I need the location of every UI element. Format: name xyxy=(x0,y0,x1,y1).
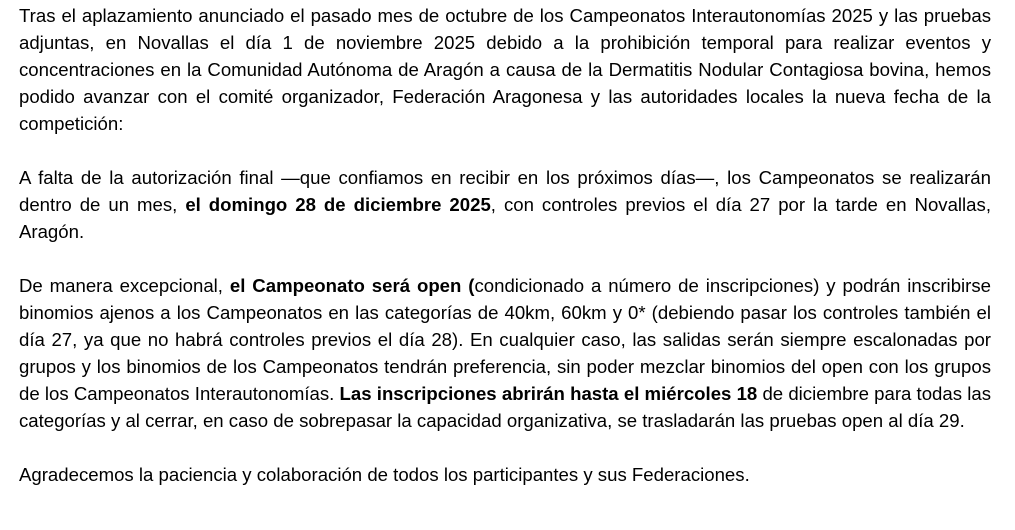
open-championship-highlight: el Campeonato será open ( xyxy=(229,275,475,296)
registration-deadline-highlight: Las inscripciones abrirán hasta el miércoles 18 xyxy=(339,383,758,404)
new-date-highlight: el domingo 28 de diciembre 2025 xyxy=(185,194,491,215)
paragraph-thanks xyxy=(19,461,991,488)
document-body xyxy=(19,2,991,488)
open-conditions-text: condicionado a número de inscripciones) y podrán inscribirse binomios ajenos a los Campeonatos en las categorías de 40km, 60km y 0* (debiendo pasar los controles también el día 27, ya que no habrá controles previos el día 28). En cualquier caso, las salidas serán siempre escalonadas por grupos y los binomios de los Campeonatos tendrán preferencia, sin poder mezclar binomios del open con los grupos de los Campeonatos Interautonomías. xyxy=(19,275,991,404)
paragraph-postponement-text: Tras el aplazamiento anunciado el pasado mes de octubre de los Campeonatos Interautonomías 2025 y las pruebas adjuntas, en Novallas el día 1 de noviembre 2025 debido a la prohibición temporal para realizar eventos y concentraciones en la Comunidad Autónoma de Aragón a causa de la Dermatitis Nodular Contagiosa bovina, hemos podido avanzar con el comité organizador, Federación Aragonesa y las autoridades locales la nueva fecha de la competición: xyxy=(19,5,991,134)
new-date-intro-text: A falta de la autorización final —que confiamos en recibir en los próximos días—, los Campeonatos se realizarán dentro de un mes, xyxy=(19,167,991,215)
registration-details-text: de diciembre para todas las categorías y al cerrar, en caso de sobrepasar la capacidad organizativa, se trasladarán las pruebas open al día 29. xyxy=(19,383,992,431)
paragraph-open-championship xyxy=(19,272,991,434)
paragraph-new-date xyxy=(19,164,991,245)
paragraph-thanks-text: Agradecemos la paciencia y colaboración de todos los participantes y sus Federaciones. xyxy=(19,464,750,485)
new-date-details-text: , con controles previos el día 27 por la tarde en Novallas, Aragón. xyxy=(19,194,991,242)
paragraph-postponement xyxy=(19,2,991,137)
open-intro-text: De manera excepcional, xyxy=(19,275,230,296)
